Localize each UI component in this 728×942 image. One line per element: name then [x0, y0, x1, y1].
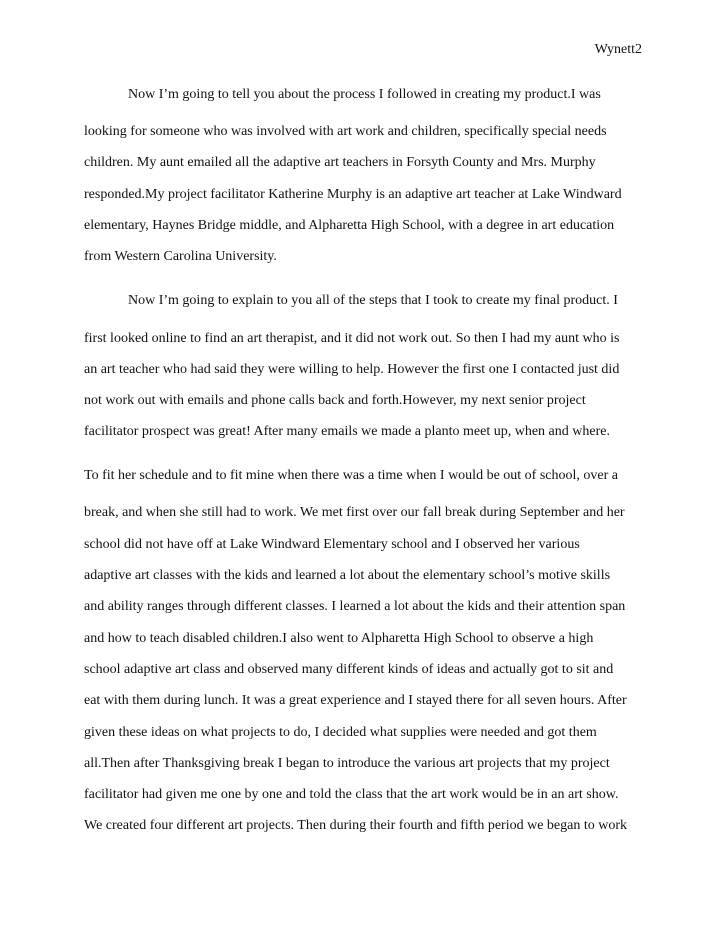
text-line: not work out with emails and phone calls back and forth.However, my next senior project [84, 393, 586, 408]
text-line: Now I’m going to tell you about the process I followed in creating my product.I was [128, 87, 601, 102]
text-line: children. My aunt emailed all the adaptive art teachers in Forsyth County and Mrs. Murphy [84, 155, 596, 170]
text-line: responded.My project facilitator Katherine Murphy is an adaptive art teacher at Lake Windward [84, 187, 622, 202]
text-line: To fit her schedule and to fit mine when there was a time when I would be out of school, over a [84, 468, 618, 483]
text-line: and ability ranges through different classes. I learned a lot about the kids and their attention span [84, 599, 626, 614]
text-line: and how to teach disabled children.I also went to Alpharetta High School to observe a high [84, 631, 594, 646]
text-line: from Western Carolina University. [84, 249, 277, 264]
text-line: all.Then after Thanksgiving break I began to introduce the various art projects that my project [84, 756, 610, 771]
text-line: school did not have off at Lake Windward Elementary school and I observed her various [84, 537, 580, 552]
text-line: facilitator prospect was great! After many emails we made a planto meet up, when and where. [84, 424, 610, 439]
text-line: elementary, Haynes Bridge middle, and Alpharetta High School, with a degree in art education [84, 218, 615, 233]
text-line: first looked online to find an art therapist, and it did not work out. So then I had my aunt who is [84, 331, 620, 346]
text-line: We created four different art projects. Then during their fourth and fifth period we began to work [84, 818, 627, 833]
text-line: facilitator had given me one by one and told the class that the art work would be in an art show. [84, 787, 619, 802]
text-line: adaptive art classes with the kids and learned a lot about the elementary school’s motive skills [84, 568, 611, 583]
text-line: break, and when she still had to work. We met first over our fall break during September and her [84, 505, 625, 520]
text-line: school adaptive art class and observed many different kinds of ideas and actually got to sit and [84, 662, 614, 677]
text-line: given these ideas on what projects to do, I decided what supplies were needed and got them [84, 725, 597, 740]
text-line: an art teacher who had said they were willing to help. However the first one I contacted just did [84, 362, 620, 377]
text-line: looking for someone who was involved with art work and children, specifically special needs [84, 124, 607, 139]
running-head: Wynett2 [594, 42, 642, 57]
text-line: eat with them during lunch. It was a great experience and I stayed there for all seven hours. After [84, 693, 627, 708]
text-line: Now I’m going to explain to you all of the steps that I took to create my final product. I [128, 293, 618, 308]
